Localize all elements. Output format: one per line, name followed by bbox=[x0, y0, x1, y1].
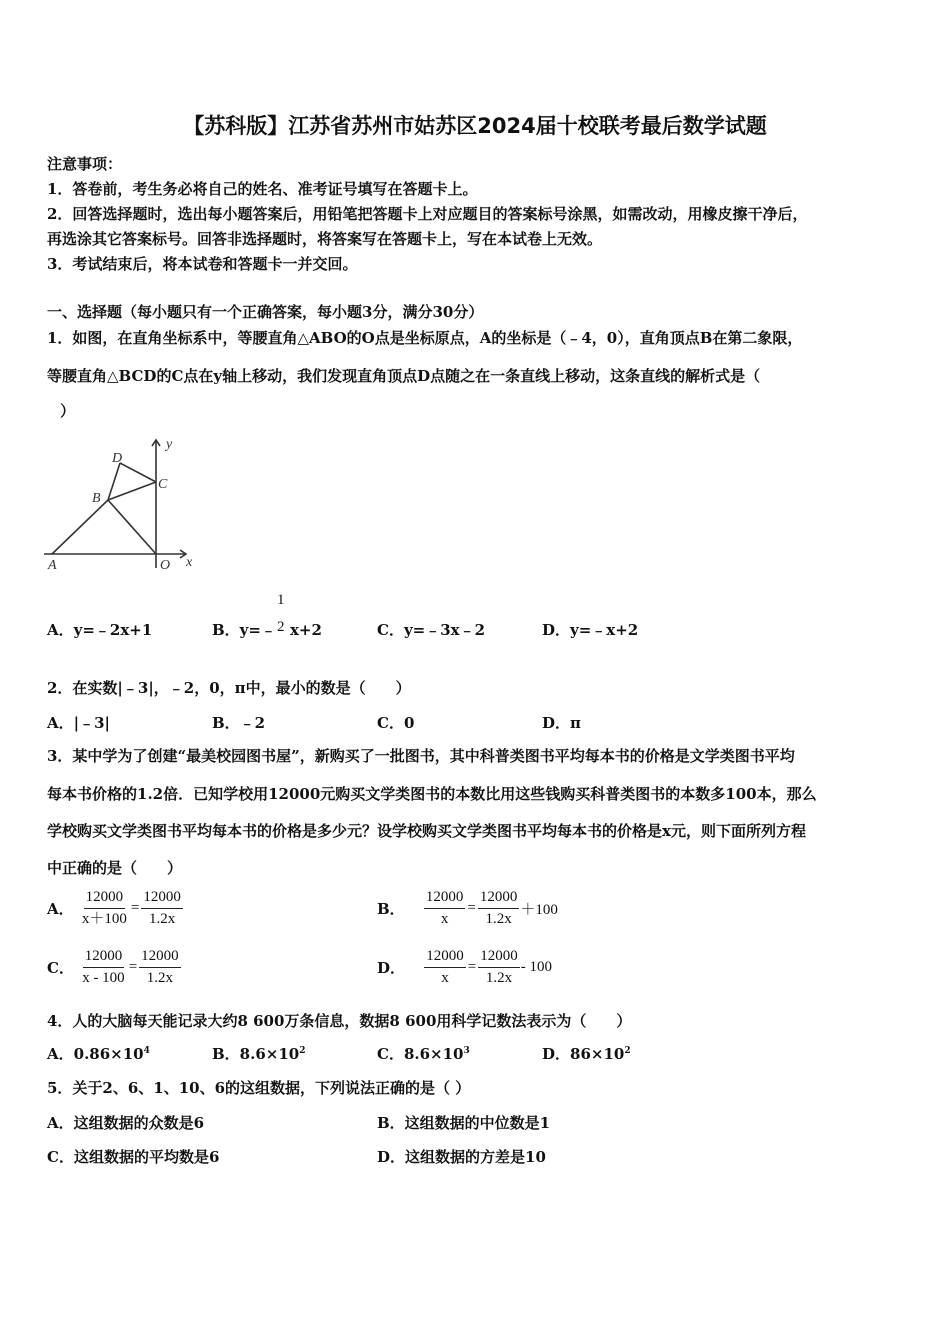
label-O: O bbox=[160, 558, 171, 573]
q1-stem-line2: 等腰直角△BCD的C点在y轴上移动，我们发现直角顶点D点随之在一条直线上移动，这条直线的解析式是（ bbox=[47, 367, 761, 385]
q1-stem-line1: 1．如图，在直角坐标系中，等腰直角△ABO的O点是坐标原点，A的坐标是（﹣4，0），直角顶点B在第二象限， bbox=[47, 329, 803, 347]
q3-option-c-frac1: $\frac{12000}{x - 100}$ bbox=[82, 948, 125, 986]
q1-option-b-numerator: 1 bbox=[277, 592, 285, 608]
label-y: y bbox=[166, 438, 173, 452]
q3-option-b-frac1: $\frac{12000}{x}$ bbox=[425, 889, 464, 927]
q4-option-a[interactable]: A．$0.86\times 10^4$ bbox=[47, 1045, 150, 1063]
segment-DC bbox=[120, 463, 156, 482]
q3-option-a-frac2: $\frac{12000}{1.2x}$ bbox=[143, 889, 181, 927]
label-B: B bbox=[92, 491, 101, 506]
segment-BC bbox=[108, 482, 156, 500]
q4-option-b[interactable]: B．$8.6\times 10^2$ bbox=[212, 1045, 306, 1063]
q3-option-a-frac1: $\frac{12000}{x+100}$ bbox=[81, 889, 127, 927]
q4-stem: 4．人的大脑每天能记录大约8 600万条信息，数据8 600用科学记数法表示为（ ） bbox=[47, 1012, 632, 1030]
q4-option-c[interactable]: C．$8.6\times 10^3$ bbox=[377, 1045, 470, 1063]
label-x: x bbox=[186, 555, 193, 570]
q2-option-a[interactable]: A．|﹣3| bbox=[47, 714, 110, 732]
notice-heading: 注意事项： bbox=[47, 155, 123, 173]
q2-option-b[interactable]: B．﹣2 bbox=[212, 714, 266, 732]
section-heading: 一、选择题（每小题只有一个正确答案，每小题3分，满分30分） bbox=[47, 303, 484, 321]
q3-option-c-frac2: $\frac{12000}{1.2x}$ bbox=[141, 948, 179, 986]
label-A: A bbox=[48, 558, 57, 573]
q3-stem-line1: 3．某中学为了创建“最美校园图书屋”，新购买了一批图书，其中科普类图书平均每本书的价格是文学类图书平均 bbox=[47, 747, 795, 765]
q3-option-a-label: A． bbox=[47, 900, 74, 918]
q3-stem-line4: 中正确的是（ ） bbox=[47, 859, 183, 877]
q3-stem-line2: 每本书价格的1.2倍．已知学校用12000元购买文学类图书的本数比用这些钱购买科普类图书的本数多100本，那么 bbox=[47, 785, 817, 803]
q2-option-c[interactable]: C．0 bbox=[377, 714, 415, 732]
q1-option-b-suffix: x+2 bbox=[289, 621, 322, 639]
q3-option-b[interactable]: B． $\frac{12000}{x}$ = $\frac{12000}{1.2x}$ ＋100 bbox=[377, 889, 558, 927]
q1-option-b[interactable] bbox=[212, 619, 322, 640]
q3-option-d-label: D． bbox=[377, 959, 406, 977]
q5-option-a[interactable]: A．这组数据的众数是6 bbox=[47, 1114, 205, 1132]
q5-option-b[interactable]: B．这组数据的中位数是1 bbox=[377, 1114, 551, 1132]
q3-option-d-frac1: $\frac{12000}{x}$ bbox=[426, 948, 464, 986]
q1-option-b-denominator: 2 bbox=[277, 619, 285, 635]
segment-BD bbox=[108, 463, 120, 500]
segment-AB bbox=[52, 500, 108, 554]
q3-option-b-label: B． bbox=[377, 900, 405, 918]
q3-option-a[interactable]: A． $\frac{12000}{x+100}$ = $\frac{12000}{1.2x}$ bbox=[47, 889, 181, 927]
q3-option-d[interactable]: D． $\frac{12000}{x}$ = $\frac{12000}{1.2x}$ - 100 bbox=[377, 948, 552, 986]
segment-BO bbox=[108, 500, 156, 554]
q5-stem: 5．关于2、6、1、10、6的这组数据，下列说法正确的是（ ） bbox=[47, 1079, 471, 1097]
q5-option-c[interactable]: C．这组数据的平均数是6 bbox=[47, 1148, 220, 1166]
notice-item-2a: 2．回答选择题时，选出每小题答案后，用铅笔把答题卡上对应题目的答案标号涂黑，如需改动，用橡皮擦干净后， bbox=[47, 205, 808, 223]
notice-item-3: 3．考试结束后，将本试卷和答题卡一并交回。 bbox=[47, 255, 358, 273]
notice-item-1: 1．答卷前，考生务必将自己的姓名、准考证号填写在答题卡上。 bbox=[47, 180, 478, 198]
q1-figure bbox=[44, 438, 204, 573]
label-D: D bbox=[112, 451, 123, 466]
q2-stem: 2．在实数|﹣3|，﹣2，0，π中，最小的数是（ ） bbox=[47, 679, 411, 697]
q1-option-c[interactable]: C．y=﹣3x﹣2 bbox=[377, 621, 486, 639]
q3-option-c[interactable]: C． $\frac{12000}{x - 100}$ = $\frac{12000}{1.2x}$ bbox=[47, 948, 179, 986]
q2-option-d[interactable]: D．π bbox=[542, 714, 581, 732]
q3-option-d-frac2: $\frac{12000}{1.2x}$ bbox=[480, 948, 518, 986]
q3-option-b-frac2: $\frac{12000}{1.2x}$ bbox=[479, 889, 518, 927]
q1-option-b-prefix: B．y=﹣ bbox=[212, 621, 276, 639]
label-C: C bbox=[158, 477, 168, 492]
page-title: 【苏科版】江苏省苏州市姑苏区2024届十校联考最后数学试题 bbox=[183, 114, 767, 138]
q5-option-d[interactable]: D．这组数据的方差是10 bbox=[377, 1148, 546, 1166]
q1-option-a[interactable]: A．y=﹣2x+1 bbox=[47, 621, 153, 639]
q4-option-d[interactable]: D．$86\times 10^2$ bbox=[542, 1045, 631, 1063]
q3-option-c-label: C． bbox=[47, 959, 74, 977]
q1-stem-line3: ） bbox=[60, 402, 76, 420]
notice-item-2b: 再选涂其它答案标号。回答非选择题时，将答案写在答题卡上，写在本试卷上无效。 bbox=[47, 230, 603, 248]
q1-option-d[interactable]: D．y=﹣x+2 bbox=[542, 621, 639, 639]
q3-stem-line3: 学校购买文学类图书平均每本书的价格是多少元？设学校购买文学类图书平均每本书的价格是x元，则下面所列方程 bbox=[47, 822, 806, 840]
